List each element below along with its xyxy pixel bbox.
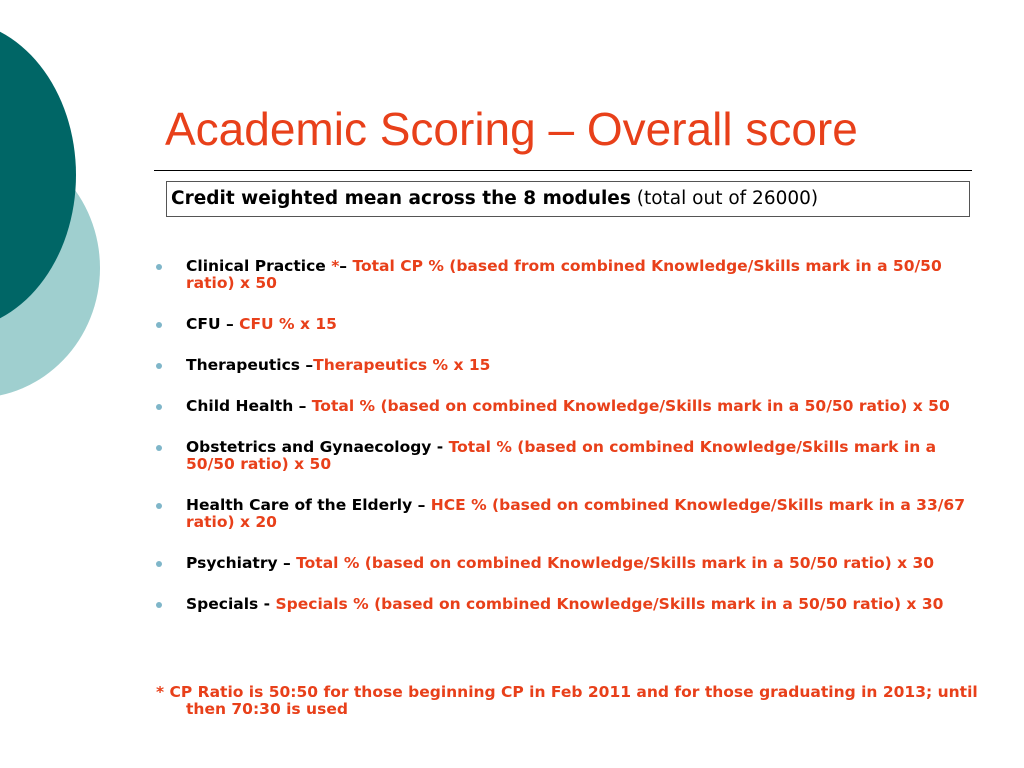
bullet-icon [156,503,162,509]
slide-title: Academic Scoring – Overall score [165,103,858,155]
module-label: Psychiatry – [186,554,297,572]
footnote: * CP Ratio is 50:50 for those beginning CP in Feb 2011 and for those graduating in 2013; until then 70:30 is used [156,683,978,718]
list-item-health-care-elderly [156,497,976,531]
bullet-icon [156,602,162,608]
list-item-therapeutics [156,357,976,374]
footnote-marker: * [331,257,340,275]
subtitle-normal-text: (total out of 26000) [630,188,819,209]
module-formula: Total % (based on combined Knowledge/Skills mark in a 50/50 ratio) x 50 [311,397,950,415]
list-item-psychiatry [156,555,976,572]
module-formula: Total CP % (based from combined Knowledge/Skills mark in a 50/50 ratio) x 50 [186,257,942,292]
module-label: Therapeutics – [186,356,314,374]
module-label: Health Care of the Elderly – [186,496,431,514]
list-item-specials [156,596,976,613]
bullet-icon [156,445,162,451]
module-formula: Total % (based on combined Knowledge/Skills mark in a 50/50 ratio) x 30 [296,554,935,572]
module-formula: Specials % (based on combined Knowledge/Skills mark in a 50/50 ratio) x 30 [275,595,944,613]
list-item-cfu [156,316,976,333]
module-formula: HCE % (based on combined Knowledge/Skills mark in a 33/67 ratio) x 20 [186,496,965,531]
module-label: Obstetrics and Gynaecology - [186,438,449,456]
module-label: Clinical Practice [186,257,332,275]
module-label: Child Health – [186,397,312,415]
module-formula: CFU % x 15 [239,315,337,333]
list-item-clinical-practice [156,258,976,292]
module-label: Specials - [186,595,276,613]
module-formula: Therapeutics % x 15 [313,356,491,374]
scoring-list [156,258,976,637]
list-item-obstetrics-gynaecology [156,439,976,473]
module-label: CFU – [186,315,240,333]
module-formula: Total % (based on combined Knowledge/Skills mark in a 50/50 ratio) x 50 [186,438,937,473]
bullet-icon [156,363,162,369]
subtitle-box [166,181,970,217]
bullet-icon [156,404,162,410]
subtitle-bold-text: Credit weighted mean across the 8 modules [171,188,631,209]
bullet-icon [156,322,162,328]
list-item-child-health [156,398,976,415]
bullet-icon [156,561,162,567]
module-dash: – [339,257,353,275]
bullet-icon [156,264,162,270]
title-divider [154,170,972,171]
